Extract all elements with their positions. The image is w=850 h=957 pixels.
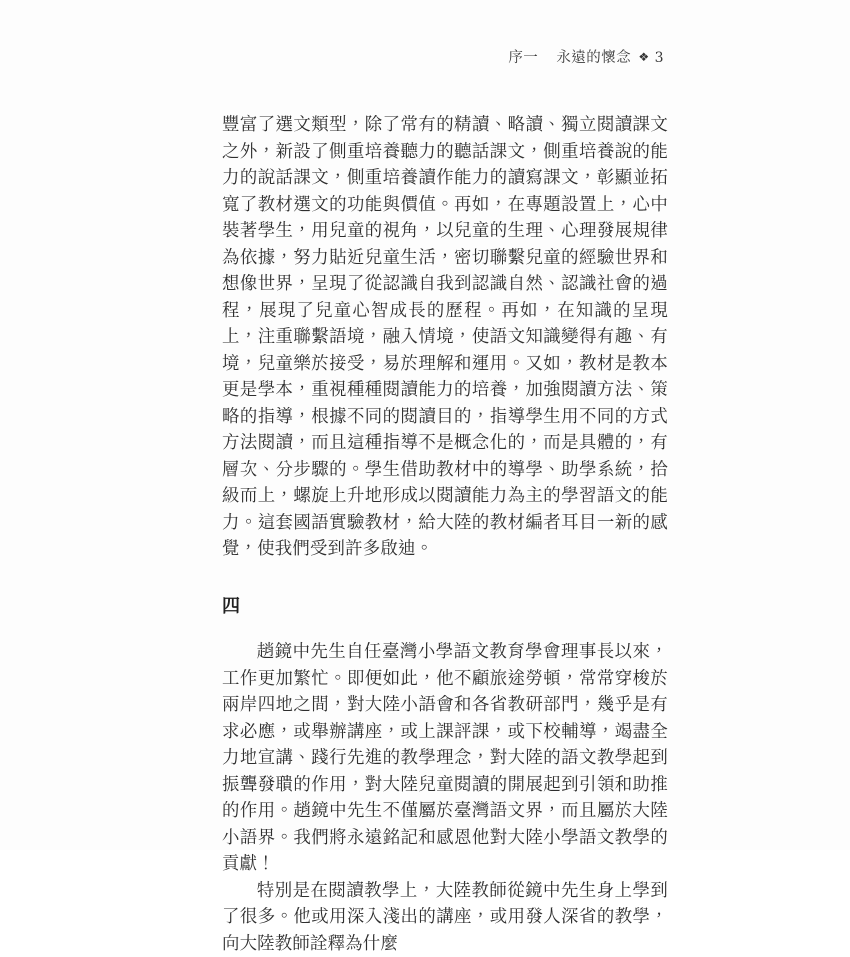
running-head [508, 46, 664, 67]
running-head-title: 永遠的懷念 [556, 46, 631, 67]
body-text-block [222, 112, 668, 957]
page-number: 3 [655, 50, 664, 66]
body-paragraph-1: 豐富了選文類型，除了常有的精讀、略讀、獨立閱讀課文之外，新設了側重培養聽力的聽話課文，側重培養說的能力的說話課文，側重培養讀作能力的讀寫課文，彰顯並拓寬了教材選文的功能與價值。再如，在專題設置上，心中裝著學生，用兒童的視角，以兒童的生理、心理發展規律為依據，努力貼近兒童生活，密切聯繫兒童的經驗世界和想像世界，呈現了從認識自我到認識自然、認識社會的過程，展現了兒童心智成長的歷程。再如，在知識的呈現上，注重聯繫語境，融入情境，使語文知識變得有趣、有境，兒童樂於接受，易於理解和運用。又如，教材是教本更是學本，重視種種閱讀能力的培養，加強閱讀方法、策略的指導，根據不同的閱讀目的，指導學生用不同的方式方法閱讀，而且這種指導不是概念化的，而是具體的，有層次、分步驟的。學生借助教材中的導學、助學系統，拾級而上，螺旋上升地形成以閱讀能力為主的學習語文的能力。這套國語實驗教材，給大陸的教材編者耳目一新的感覺，使我們受到許多啟迪。 [222, 112, 668, 563]
running-head-section-label: 序一 [508, 46, 538, 67]
heading-bottom-spacer [222, 620, 668, 639]
body-paragraph-3: 特別是在閱讀教學上，大陸教師從鏡中先生身上學到了很多。他或用深入淺出的講座，或用發人深省的教學，向大陸教師詮釋為什麼 [222, 878, 668, 957]
section-heading: 四 [222, 594, 668, 621]
body-paragraph-2: 趙鏡中先生自任臺灣小學語文教育學會理事長以來，工作更加繁忙。即便如此，他不顧旅途勞頓，常常穿梭於兩岸四地之間，對大陸小語會和各省教研部門，幾乎是有求必應，或舉辦講座，或上課評課，或下校輔導，竭盡全力地宣講、踐行先進的教學理念，對大陸的語文教學起到振聾發聵的作用，對大陸兒童閱讀的開展起到引領和助推的作用。趙鏡中先生不僅屬於臺灣語文界，而且屬於大陸小語界。我們將永遠銘記和感恩他對大陸小學語文教學的貢獻！ [222, 639, 668, 878]
heading-top-spacer [222, 563, 668, 594]
floret-ornament-icon: ❖ [638, 50, 649, 64]
